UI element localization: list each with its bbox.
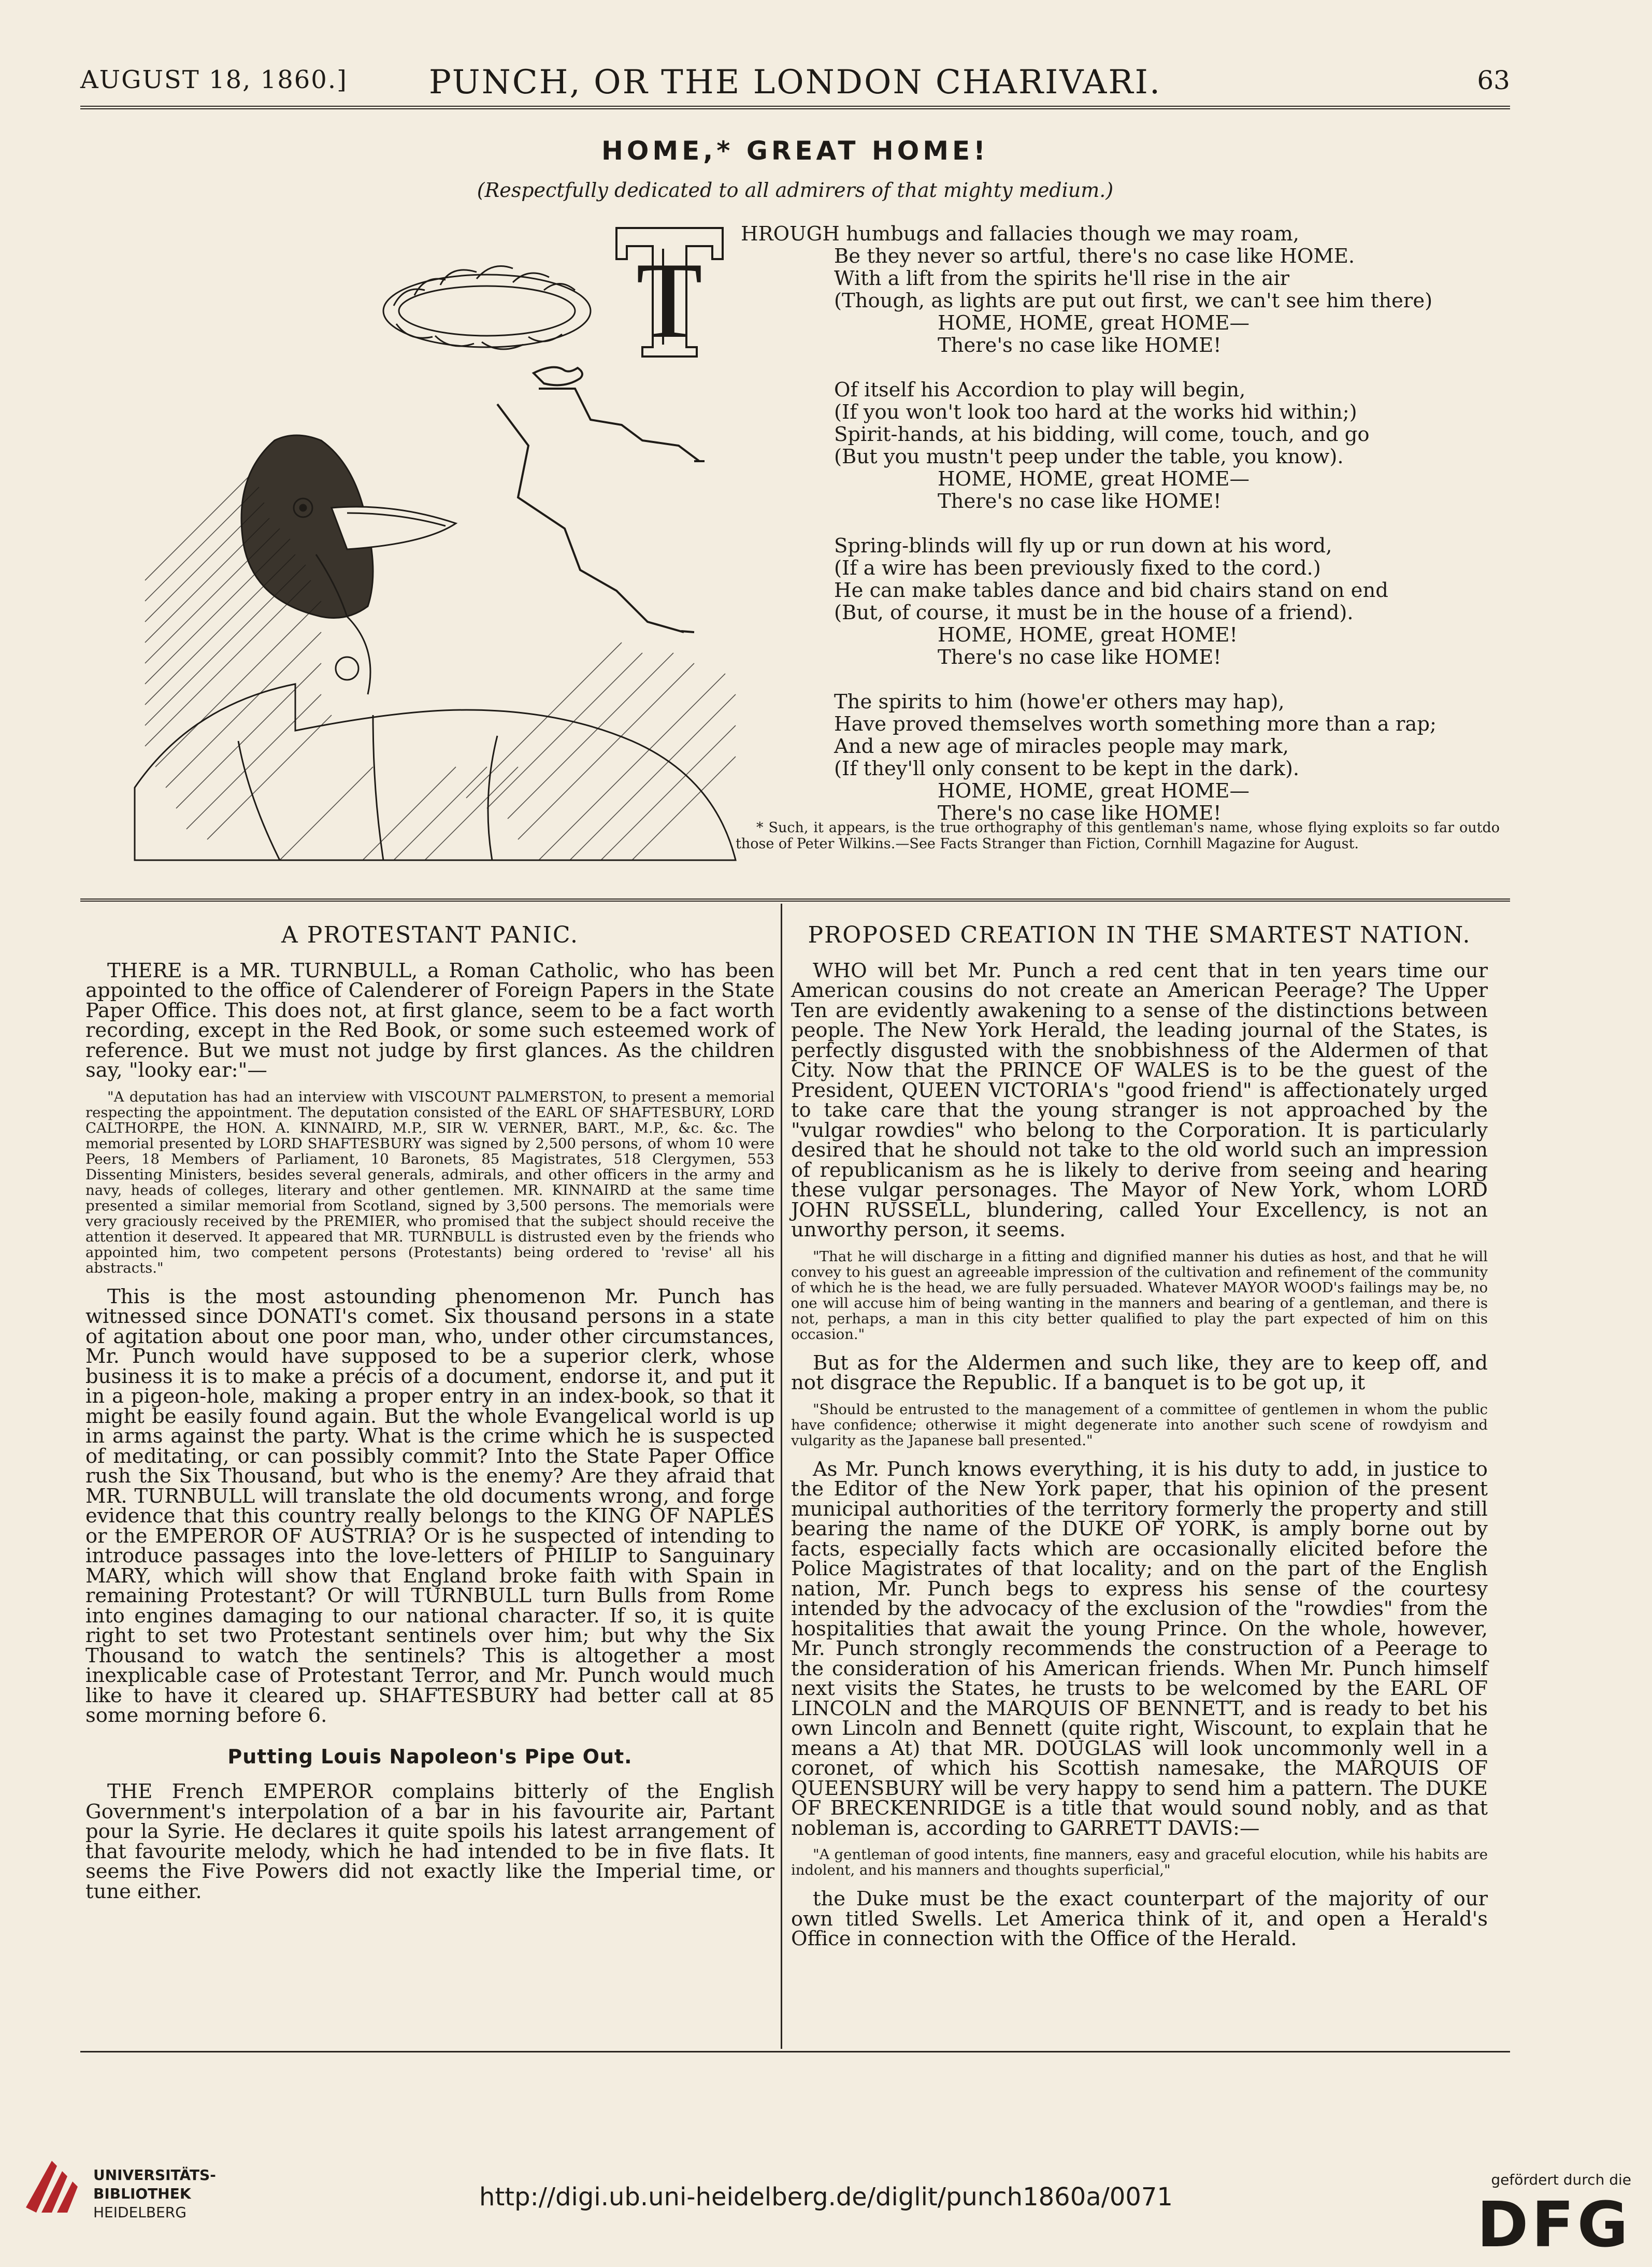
left-column: [85, 922, 774, 1910]
poem-stanza: [834, 691, 1497, 824]
issue-date: AUGUST 18, 1860.]: [80, 65, 348, 94]
article-paragraph: But as for the Aldermen and such like, they are to keep off, and not disgrace the Republic. If a banquet is to be got up, it: [791, 1351, 1488, 1394]
right-column: [791, 922, 1488, 1958]
digitization-footer: [0, 2150, 1652, 2267]
library-name-line: UNIVERSITÄTS-: [93, 2166, 216, 2184]
cartoon-illustration: [124, 218, 741, 876]
engraving-hatching: [145, 477, 736, 860]
article-heading: Putting Louis Napoleon's Pipe Out.: [227, 1745, 633, 1768]
poem-refrain: HOME, HOME, great HOME—: [938, 467, 1249, 491]
caricature-figure: [135, 435, 736, 860]
article-heading: PROPOSED CREATION IN THE SMARTEST NATION.: [808, 922, 1471, 948]
poem-line: (But, of course, it must be in the house of a friend).: [834, 601, 1354, 624]
laurel-wreath-icon: [383, 266, 591, 349]
poem-line: HROUGH humbugs and fallacies though we may roam,: [741, 222, 1300, 246]
permalink-url[interactable]: http://digi.ub.uni-heidelberg.de/diglit/punch1860a/0071: [479, 2183, 1173, 2212]
poem-line: (Though, as lights are put out first, we can't see him there): [834, 289, 1433, 312]
poem-footnote: * Such, it appears, is the true orthography of this gentleman's name, whose flying exploits so far outdo those of Peter Wilkins.—See Facts Stranger than Fiction, Cornhill Magazine for August.: [736, 820, 1500, 852]
library-name-line: HEIDELBERG: [93, 2204, 186, 2221]
article-paragraph: As Mr. Punch knows everything, it is his duty to add, in justice to the Editor of the New York paper, that his opinion of the present municipal authorities of the territory formerly the property and still bearing the name of the DUKE OF YORK, is amply borne out by facts, especially facts which are occasionally elicited before the Police Magistrates of that locality; and on the part of the English nation, Mr. Punch begs to express his sense of the courtesy intended by the advocacy of the exclusion of the "rowdies" from the hospitalities that await the young Prince. On the whole, however, Mr. Punch strongly recommends the construction of a Peerage to the consideration of his American friends. When Mr. Punch himself next visits the States, he trusts to be welcomed by the EARL OF LINCOLN and the MARQUIS OF BENNETT, and is ready to bet his own Lincoln and Bennett (quite right, Wiscount, to explain that he means a At) that MR. DOUGLAS will look uncommonly well in a coronet, of which his Scottish namesake, the MARQUIS OF QUEENSBURY will be very happy to send him a pattern. The DUKE OF BRECKENRIDGE is a title that would sound nobly, and as that nobleman is, according to GARRETT DAVIS:—: [791, 1457, 1488, 1840]
article-quotation: "That he will discharge in a fitting and dignified manner his duties as host, and that he will convey to his guest an agreeable impression of the cultivation and refinement of the community of which he is the head, we are fully persuaded. Whatever MAYOR WOOD's failings may be, no one will accuse him of being wanting in the manners and bearing of a gentleman, and there is not, perhaps, a man in this city better qualified to play the part expected of him on this occasion.": [791, 1248, 1488, 1343]
poem-refrain: HOME, HOME, great HOME!: [938, 623, 1238, 647]
poem-refrain: There's no case like HOME!: [938, 802, 1222, 825]
poem-title: HOME,* GREAT HOME!: [601, 136, 989, 166]
poem-line: (But you mustn't peep under the table, you know).: [834, 445, 1344, 468]
poem-line: Spring-blinds will fly up or run down at his word,: [834, 534, 1332, 558]
article-paragraph: THE French EMPEROR complains bitterly of the English Government's interpolation of a bar in his favourite air, Partant pour la Syrie. He declares it quite spoils his latest arrangement of that favourite melody, which he had intended to be in five flats. It seems the Five Powers did not exactly like the Imperial time, or tune either.: [85, 1780, 774, 1903]
library-name-line: BIBLIOTHEK: [93, 2185, 191, 2202]
header-rule: [80, 106, 1510, 109]
article-paragraph: the Duke must be the exact counterpart of the majority of our own titled Swells. Let America think of it, and open a Herald's Office in connection with the Office of the Herald.: [791, 1887, 1488, 1950]
poem-stanza: [834, 535, 1497, 668]
poem-line: The spirits to him (howe'er others may hap),: [834, 690, 1285, 714]
poem-refrain: HOME, HOME, great HOME—: [938, 311, 1249, 335]
article-heading: A PROTESTANT PANIC.: [281, 922, 579, 948]
poem-line: Of itself his Accordion to play will begin,: [834, 378, 1246, 402]
dfg-logo: DFG: [1476, 2189, 1631, 2261]
poem-refrain: HOME, HOME, great HOME—: [938, 779, 1249, 803]
page-number: 63: [1477, 65, 1510, 95]
poem-line: (If a wire has been previously fixed to the cord.): [834, 557, 1321, 580]
poem-line: Be they never so artful, there's no case like HOME.: [834, 245, 1355, 268]
poem-refrain: There's no case like HOME!: [938, 490, 1222, 513]
article-paragraph: WHO will bet Mr. Punch a red cent that in ten years time our American cousins do not create an American Peerage? The Upper Ten are evidently awakening to a sense of the distinctions between people. The New York Herald, the leading journal of the States, is perfectly disgusted with the snobbishness of the Aldermen of that City. Now that the PRINCE OF WALES is to be the guest of the President, QUEEN VICTORIA's "good friend" is affectionately urged to take care that the young stranger is not approached by the "vulgar rowdies" who belong to the Corporation. It is particularly desired that he should not take to the old world such an impression of republicanism as he is likely to derive from seeing and hearing these vulgar personages. The Mayor of New York, whom LORD JOHN RUSSELL, blundering, called Your Excellency, is not an unworthy person, it seems.: [791, 959, 1488, 1242]
masthead-title: PUNCH, OR THE LONDON CHARIVARI.: [428, 63, 1162, 102]
poem-line: Spirit-hands, at his bidding, will come, touch, and go: [834, 423, 1370, 446]
spirit-hands-icon: [497, 367, 705, 632]
section-rule: [80, 899, 1510, 902]
poem-stanza: [741, 222, 1497, 357]
funding-label: gefördert durch die: [1491, 2171, 1631, 2188]
article-quotation: "Should be entrusted to the management of a committee of gentlemen in whom the public have confidence; otherwise it might degenerate into another such scene of rowdyism and vulgarity as the Japanese ball presented.": [791, 1401, 1488, 1449]
running-header: [80, 63, 1510, 106]
poem-refrain: There's no case like HOME!: [938, 646, 1222, 669]
footer-rule: [80, 2051, 1510, 2052]
poem-stanza: [834, 379, 1497, 512]
poem-line: Have proved themselves worth something more than a rap;: [834, 712, 1436, 736]
article-quotation: "A deputation has had an interview with VISCOUNT PALMERSTON, to present a memorial respecting the appointment. The deputation consisted of the EARL OF SHAFTESBURY, LORD CALTHORPE, the HON. A. KINNAIRD, M.P., SIR W. VERNER, BART., M.P., &c. &c. The memorial presented by LORD SHAFTESBURY was signed by 2,500 persons, of whom 10 were Peers, 18 Members of Parliament, 10 Baronets, 85 Magistrates, 518 Clergymen, 553 Dissenting Ministers, besides several generals, admirals, and other officers in the army and navy, heads of colleges, literary and other gentlemen. MR. KINNAIRD at the same time presented a similar memorial from Scotland, signed by 3,500 persons. The memorials were very graciously received by the PREMIER, who promised that the subject should receive the attention it deserved. It appeared that MR. TURNBULL is distrusted even by the friends who appointed him, two competent persons (Protestants) being ordered to 'revise' all his abstracts.": [85, 1088, 774, 1276]
poem-line: (If they'll only consent to be kept in the dark).: [834, 757, 1300, 780]
poem-line: (If you won't look too hard at the works hid within;): [834, 401, 1357, 424]
poem-subtitle: (Respectfully dedicated to all admirers of that mighty medium.): [477, 179, 1114, 202]
poem-body: [741, 222, 1497, 847]
drop-cap: T: [636, 240, 703, 361]
article-paragraph: This is the most astounding phenomenon Mr. Punch has witnessed since DONATI's comet. Six thousand persons in a state of agitation about one poor man, who, under other circumstances, Mr. Punch would have supposed to be a superior clerk, whose business it is to make a précis of a document, endorse it, and put it in a pigeon-hole, making a proper entry in an index-book, so that it might be easily found again. But the whole Evangelical world is up in arms against the party. What is the crime which he is suspected of meditating, or can possibly commit? Into the State Paper Office rush the Six Thousand, but who is the enemy? Are they afraid that MR. TURNBULL will translate the old documents wrong, and forge evidence that this country really belongs to the KING OF NAPLES or the EMPEROR OF AUSTRIA? Or is he suspected of intending to introduce passages into the love-letters of PHILIP to Sanguinary MARY, which will show that England broke faith with Spain in remaining Protestant? Or will TURNBULL turn Bulls from Rome into engines damaging to our national character. If so, it is quite right to set two Protestant sentinels over him; but why the Six Thousand to watch the sentinels? This is altogether a most inexplicable case of Protestant Terror, and Mr. Punch would much like to have it cleared up. SHAFTESBURY had better call at 85 some morning before 6.: [85, 1285, 774, 1727]
poem-line: He can make tables dance and bid chairs stand on end: [834, 579, 1388, 602]
poem-line: With a lift from the spirits he'll rise in the air: [834, 267, 1290, 290]
article-quotation: "A gentleman of good intents, fine manners, easy and graceful elocution, while his habits are indolent, and his manners and thoughts superficial,": [791, 1846, 1488, 1878]
column-divider: [781, 904, 782, 2049]
article-paragraph: THERE is a MR. TURNBULL, a Roman Catholic, who has been appointed to the office of Calenderer of Foreign Papers in the State Paper Office. This does not, at first glance, seem to be a fact worth recording, except in the Red Book, or some such esteemed work of reference. But we must not judge by first glances. As the children say, "looky ear:"—: [85, 959, 774, 1082]
poem-line: And a new age of miracles people may mark,: [834, 735, 1289, 758]
poem-refrain: There's no case like HOME!: [938, 334, 1222, 357]
